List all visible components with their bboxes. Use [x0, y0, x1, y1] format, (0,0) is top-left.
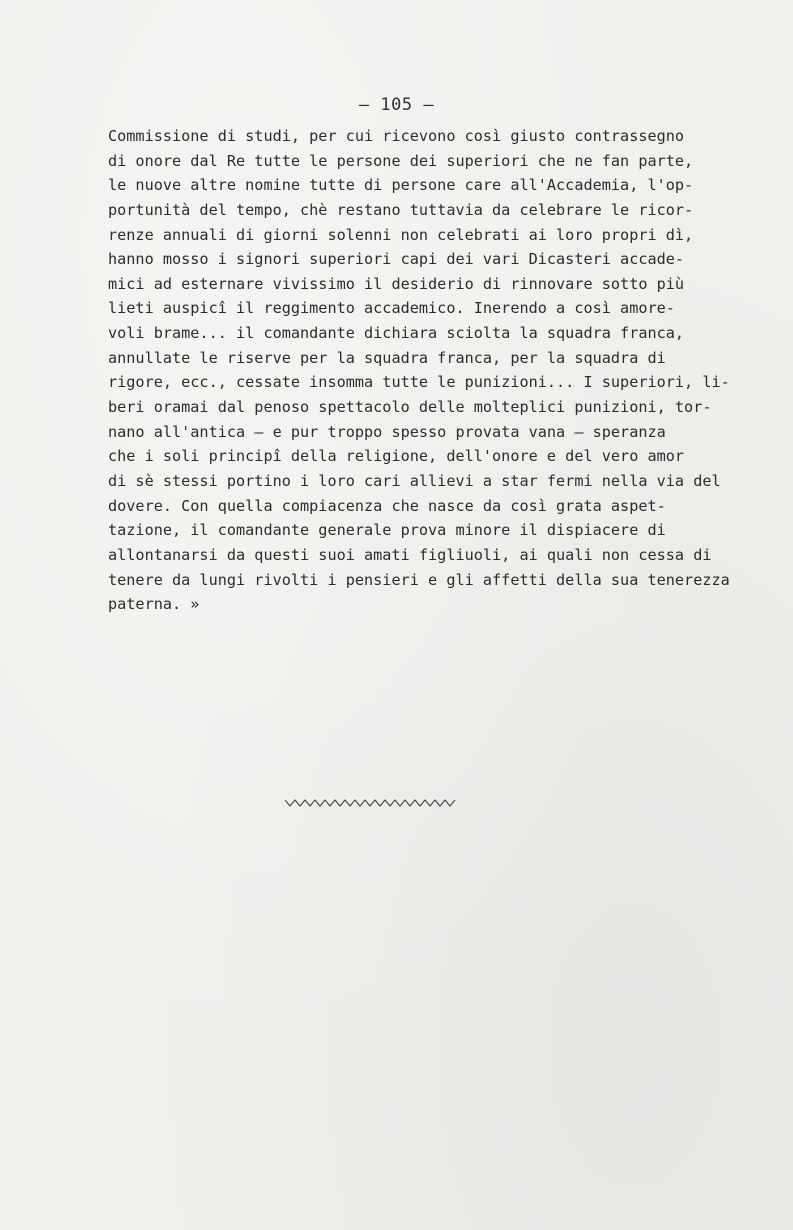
text-line: Commissione di studi, per cui ricevono così giusto contrassegno	[108, 127, 685, 145]
text-line: portunità del tempo, chè restano tuttavia da celebrare le ricor-	[108, 200, 694, 219]
text-line: tenere da lungi rivolti i pensieri e gli affetti della sua tenerezza	[108, 570, 730, 589]
text-line: annullate le riserve per la squadra franca, per la squadra di	[108, 348, 666, 367]
text-line: mici ad esternare vivissimo il desiderio di rinnovare sotto più	[108, 274, 685, 293]
text-line: le nuove altre nomine tutte di persone care all'Accademia, l'op-	[108, 176, 694, 195]
text-line: tazione, il comandante generale prova minore il dispiacere di	[108, 521, 666, 540]
wavy-divider-ornament	[285, 796, 457, 810]
page-number: — 105 —	[358, 95, 435, 115]
text-line: di sè stessi portino i loro cari allievi a star fermi nella via del	[108, 471, 721, 490]
text-line: lieti auspicî il reggimento accademico. Inerendo a così amore-	[108, 299, 675, 318]
text-line: di onore dal Re tutte le persone dei superiori che ne fan parte,	[108, 151, 694, 170]
text-line: dovere. Con quella compiacenza che nasce da così grata aspet-	[108, 496, 666, 515]
text-line: hanno mosso i signori superiori capi dei vari Dicasteri accade-	[108, 250, 685, 269]
text-line: allontanarsi da questi suoi amati figliuoli, ai quali non cessa di	[108, 545, 712, 564]
text-line: voli brame... il comandante dichiara sciolta la squadra franca,	[108, 324, 685, 343]
text-line: beri oramai dal penoso spettacolo delle molteplici punizioni, tor-	[108, 398, 712, 417]
text-line-last: paterna. »	[108, 595, 200, 614]
text-line: rigore, ecc., cessate insomma tutte le punizioni... I superiori, li-	[108, 373, 730, 392]
body-text	[108, 124, 730, 617]
text-line: nano all'antica — e pur troppo spesso provata vana — speranza	[108, 422, 666, 441]
text-line: che i soli principî della religione, dell'onore e del vero amor	[108, 447, 685, 466]
text-line: renze annuali di giorni solenni non celebrati ai loro propri dì,	[108, 225, 694, 244]
